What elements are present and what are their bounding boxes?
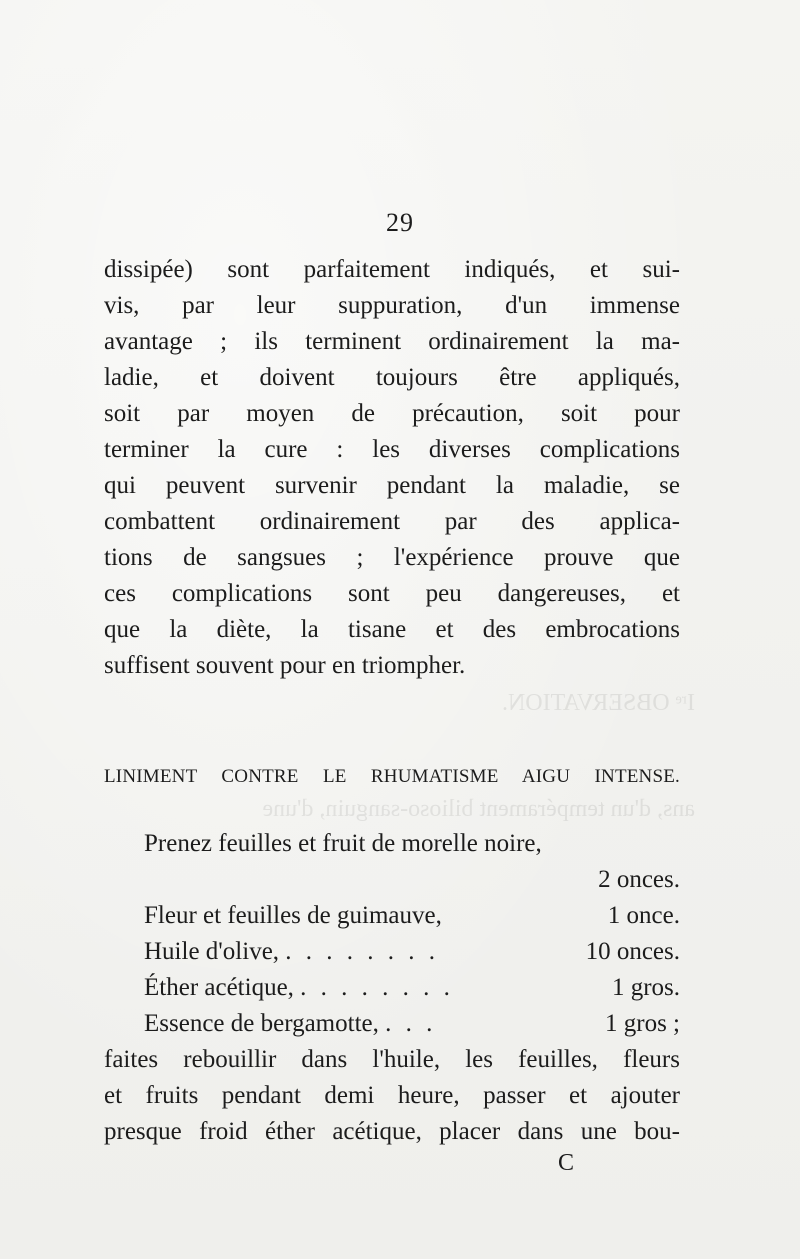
recipe-quantity: 1 gros.	[611, 974, 680, 1001]
recipe-item	[144, 970, 680, 1006]
recipe-line: Prenez feuilles et fruit de morelle noire,	[144, 830, 542, 857]
paragraph-line: vis, par leur suppuration, d'un immense	[104, 292, 680, 319]
paragraph-line: dissipée) sont parfaitement indiqués, et sui-	[104, 256, 680, 283]
bleed-through-heading: Iʳᵉ OBSERVATION.	[501, 690, 695, 716]
recipe-quantity: 10 onces.	[585, 938, 680, 965]
recipe-item	[144, 1006, 680, 1042]
paragraph-line: avantage ; ils terminent ordinairement la ma-	[104, 328, 680, 355]
page-number: 29	[386, 208, 414, 237]
paragraph-line: ladie, et doivent toujours être appliqués,	[104, 364, 680, 391]
leader-dots: . . .	[385, 1010, 437, 1037]
leader-dots: . . . . . . . .	[300, 974, 454, 1001]
recipe-quantity: 1 gros ;	[605, 1010, 680, 1037]
recipe-quantity: 1 once.	[607, 902, 680, 929]
recipe-item	[144, 898, 680, 934]
section-title: LINIMENT CONTRE LE RHUMATISME AIGU INTENSE.	[104, 766, 680, 787]
recipe-item-name: Essence de bergamotte,	[144, 1010, 379, 1037]
leader-dots: . . . . . . . .	[285, 938, 440, 965]
paragraph-line: tions de sangsues ; l'expérience prouve que	[104, 544, 680, 571]
recipe-item-name: Fleur et feuilles de guimauve,	[144, 902, 442, 929]
paragraph-line: suffisent souvent pour en triompher.	[104, 652, 466, 679]
paragraph-line: et fruits pendant demi heure, passer et ajouter	[104, 1082, 680, 1109]
paragraph-line: qui peuvent survenir pendant la maladie, se	[104, 472, 680, 499]
recipe-item-name: Éther acétique,	[144, 974, 294, 1001]
bleed-through-line: ans, d'un tempérament bilioso-sanguin, d'une	[262, 796, 695, 822]
paragraph-line: que la diète, la tisane et des embrocations	[104, 616, 680, 643]
paragraph-line: ces complications sont peu dangereuses, et	[104, 580, 680, 607]
recipe-item-name: Huile d'olive,	[144, 938, 280, 965]
paragraph-line: soit par moyen de précaution, soit pour	[104, 400, 680, 427]
paragraph-line: presque froid éther acétique, placer dans une bou-	[104, 1118, 680, 1145]
paragraph-line: faites rebouillir dans l'huile, les feuilles, fleurs	[104, 1046, 680, 1073]
catchword: C	[558, 1150, 575, 1176]
paragraph-line: terminer la cure : les diverses complications	[104, 436, 680, 463]
paragraph-line: combattent ordinairement par des applica-	[104, 508, 680, 535]
recipe-quantity: 2 onces.	[598, 866, 680, 893]
